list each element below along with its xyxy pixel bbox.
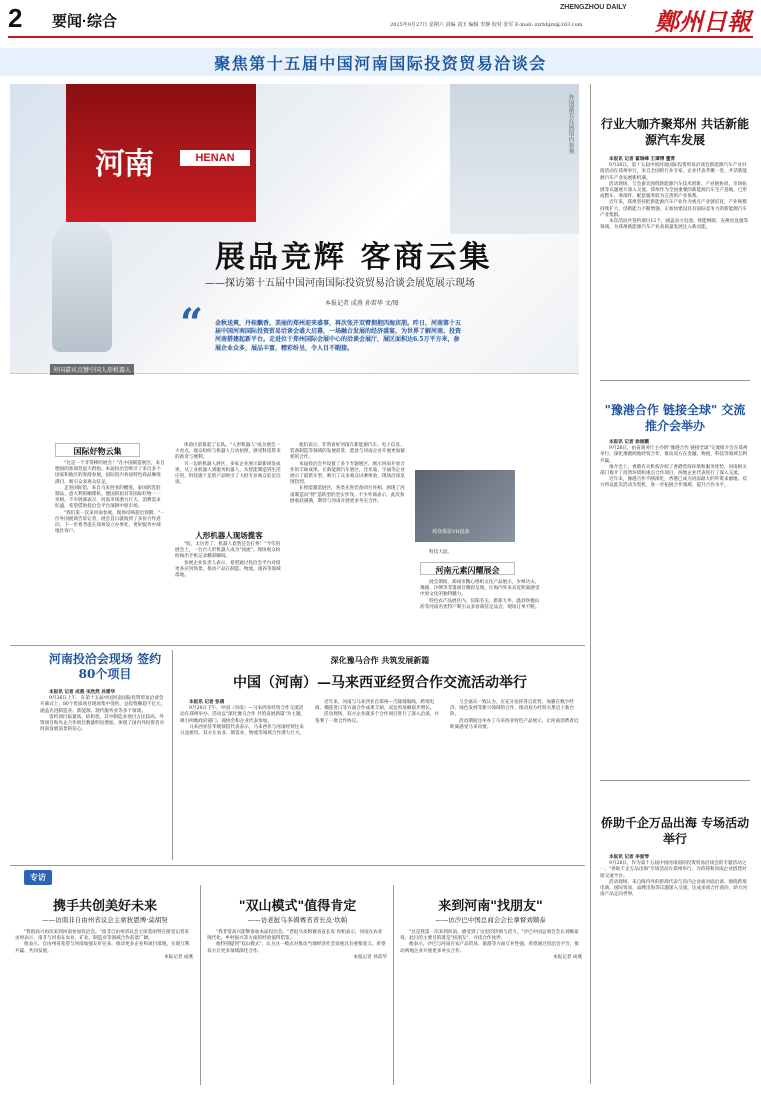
divider	[600, 780, 750, 781]
header-rule	[8, 36, 753, 38]
interview-byline: 本报记者 成燕	[163, 954, 193, 960]
paragraph: 科技大道。	[429, 550, 452, 555]
paragraph: 马来西亚驻华使领馆代表表示，马来西亚与河南经贸往来日益密切，双方在农业、制造业、物流等领域合作潜力巨大。	[180, 724, 305, 737]
paragraph: 活动现场，与会嘉宾围绕新能源汽车技术创新、产业链协同、市场拓展等议题展开深入交流。郑州作为全国重要的新能源汽车生产基地，已形成整车、零部件、配套服务较为完善的产业体系。	[600, 181, 748, 200]
col4-text-2	[420, 580, 540, 611]
byline: 本报讯 记者 翟瑞峰 王谭博 董青	[609, 157, 676, 162]
paragraph: 9月26日，第十五届中国河南国际投资贸易洽谈会新能源汽车产业对接活动在郑州举行，来自全国的行业专家、企业代表齐聚一堂，共话新能源汽车产业发展新机遇。	[600, 163, 748, 181]
paragraph: 他特别提到"双山模式"，认为这一模式对推动当地经济社会发展具有重要意义，希望双方在更多领域深化合作。	[207, 942, 386, 954]
interview-body	[207, 930, 387, 961]
column-divider	[393, 885, 394, 1085]
column-divider	[200, 885, 201, 1085]
topic-banner-title: 聚焦第十五届中国河南国际投资贸易洽谈会	[214, 54, 547, 73]
paragraph: "我们第一次来河南参展，现场反响超出预期。"一位外国展商告诉记者，展会首日就收到了多份合作意向，下一步将考虑在郑州设立办事处，更好服务中部地区客户。	[55, 510, 165, 535]
divider	[600, 380, 750, 381]
paragraph: 近年来，郑州坚持把新能源汽车产业作为重点产业链培育，产业规模持续扩大，创新能力不断增强，正加快建设具有国际竞争力的新能源汽车产业集群。	[600, 200, 748, 218]
hero-title: 展品竞辉 客商云集	[215, 240, 493, 275]
paragraph: "这是一个非常棒的展会！"在中国制造展区，来自德国的客商竖起大拇指。本届投洽会吸引了来自多个国家和地区的客商参展，国际馆内各国特色商品琳琅满目，吸引众多观众驻足。	[55, 461, 165, 485]
paragraph: 9月26日，由省商务厅主办的"豫港合作 链接全球"交流推介会在郑州举行，深化豫港两地经贸合作，推动双方在金融、物流、科技等领域互利共赢。	[600, 446, 748, 464]
byline: 本报讯 记者 成燕 宋欣然 孙雷华	[49, 690, 116, 695]
col3-text	[290, 443, 408, 505]
page-number: 2	[8, 3, 23, 33]
robot-figure	[52, 222, 112, 352]
story2-title: "豫港合作 链接全球" 交流推介会举办	[604, 403, 746, 433]
story1-body	[600, 157, 750, 231]
col1-text	[55, 461, 165, 535]
paragraph: 另一边的机器人展区，多家企业展示最新研发成果，从工业机器人到服务机器人，从智能制造到生活应用，科技感十足的产品吸引了大批专业观众驻足洽谈。	[175, 461, 281, 486]
interview-subtitle: ——访南非自由州省议会主席狄恩博·莫胡努	[42, 916, 168, 924]
malaysia-col3	[450, 700, 580, 731]
paragraph: "我很高兴再次来到河南参加投洽会。"南非自由州省议会主席莫胡努在接受记者采访时表示，南非与河南在农业、矿业、制造业等领域合作前景广阔。	[15, 930, 190, 942]
interview-title: 来到河南"找朋友"	[438, 899, 543, 914]
divider	[10, 865, 585, 866]
right-column-divider	[590, 84, 591, 1084]
paragraph: 在智能制造展区，各类先进装备同台亮相，展现了河南制造向"智"造转型的坚实步伐。不少外商表示，此次参展收获满满，期待与河南开展更多务实合作。	[290, 486, 405, 504]
paragraph: 9月26日，作为第十五届中国河南国际投资贸易洽谈会的专题活动之一，"侨助千企万品出海"专场活动在郑州举行，为侨商和河南企业搭建对接交流平台。	[600, 861, 747, 879]
quote-mark: “	[180, 300, 204, 347]
byline: 本报讯 记者 徐刚鹏	[609, 440, 649, 445]
kicker: 深化豫马合作 共筑发展新篇	[330, 655, 430, 665]
col4-text	[420, 550, 540, 556]
story2-body	[600, 440, 750, 490]
paragraph: 近年来，河南与马来西亚在郑州—吉隆坡航线、跨境电商、榴莲进口等方面合作成果丰硕，双边贸易额稳步增长。	[315, 700, 435, 712]
hero-lead: 金秋送爽，丹桂飘香。美丽的郑州迎来盛事，再次张开双臂拥抱四海宾朋。昨日，河南第十五届中国河南国际投资贸易洽谈会盛大启幕，一场融合发展的经济盛宴，为世界了解河南、投资河南搭建起新平台。走进位于郑州国际会展中心的洽谈会展厅，展区面积达6.5万平方米，参展企业众多，展品丰富，精彩纷呈，令人目不暇接。	[215, 320, 462, 352]
byline: 本报讯 记者 李爱琴	[609, 855, 649, 860]
malaysia-title: 中国（河南）—马来西亚经贸合作交流活动举行	[233, 675, 527, 691]
paragraph: 活动现场，双方企业就多个合作项目进行了深入洽谈，并签署了一批合作协议。	[315, 712, 439, 724]
robot-caption: 外国嘉宾点赞中国人形机器人	[50, 364, 134, 375]
paragraph: 体验区前排起了长队。"人形机器人"成为展会一大亮点，观众纷纷与机器人互动拍照，感受科技带来的新奇与便利。	[175, 443, 281, 461]
byline: 本报讯 记者 张倩	[189, 700, 225, 705]
section-title: 要闻·综合	[52, 13, 117, 30]
paragraph: 本届投洽会共设置了多个专题展区，展示河南开放合作的丰硕成果。在新能源汽车展区，比亚迪、宇通等企业展示了最新车型，吸引了众多观众试乘体验，现场洽谈氛围热烈。	[290, 461, 405, 486]
malaysia-col2	[315, 700, 443, 725]
interview-title: "双山模式"值得肯定	[238, 899, 357, 914]
hero-photo	[10, 84, 579, 374]
paragraph: 参展企业负责人表示，希望通过投洽会平台对接更多应用场景，推动产品在制造、物流、康养等领域落地。	[175, 560, 281, 579]
paragraph: "哇，太厉害了，机器人竟然还会打拳！"今年的展会上，一台台人形机器人成为"顶流"。现场观众纷纷掏出手机记录精彩瞬间。	[175, 542, 281, 560]
interview-body	[15, 930, 193, 961]
paragraph: 9月26日上午，在第十五届中国河南国际投资贸易洽谈会开幕式上，80个优质项目现场集中签约，总投资额超千亿元，涵盖先进制造业、新能源、现代服务业等多个领域。	[40, 696, 166, 714]
vr-photo-caption: 观众体验VR设备	[432, 529, 470, 535]
column-divider	[172, 650, 173, 860]
col2-text-2	[175, 542, 283, 579]
divider	[10, 645, 585, 646]
date-line: 2025年9月27日 星期六 责编 刘玉 编辑 李静 校对 张军 E-mail: zzrbbjzx@163.com	[390, 22, 583, 28]
paragraph: 展会期间，郑州市精心组织文化产品展示，少林功夫、豫剧、汴绣等非遗项目精彩呈现，让海内外来宾近距离感受中原文化的独特魅力。	[420, 580, 540, 598]
paragraph: 他表示，沙巴与河南在农产品贸易、旅游等方面互补性强，希望通过投洽会平台，推动两地企业开展更多务实合作。	[400, 942, 579, 954]
paragraph: 活动期间还举办了马来西亚特色产品展示，让河南消费者近距离感受马来风情。	[450, 718, 579, 730]
pavilion-logo-text: 河南	[95, 148, 153, 181]
hero-byline: 本报记者 成燕 孙雷华 文/图	[325, 300, 399, 307]
pavilion-logo-en: HENAN	[180, 150, 250, 166]
paragraph: 走进国际馆，来自马来西亚的榴莲、泰国的乳胶制品、意大利的咖啡机、德国的厨具等国际好物一一亮相。不少展商表示，河南市场潜力巨大，消费需求旺盛，希望借助投洽会平台深耕中原市场。	[55, 485, 161, 510]
malaysia-col1	[180, 700, 308, 737]
visitors-photo	[450, 84, 579, 234]
side-caption: 外国嘉宾在展馆内参观	[567, 94, 574, 154]
story3-body	[600, 855, 750, 898]
edition-name: ZHENGZHOU DAILY	[560, 4, 627, 11]
interview-tag: 专访	[24, 870, 52, 885]
interview-byline: 本报记者 成燕	[552, 954, 582, 960]
story1-title: 行业大咖齐聚郑州 共话新能源汽车发展	[600, 117, 750, 147]
col2-text	[175, 443, 283, 486]
paragraph: "我非常高兴能够参加本届投洽会。"老挝乌多姆赛省省长皮·坎帕表示，河南在农业现代化、乡村振兴等方面的经验值得借鉴。	[207, 930, 383, 942]
paragraph: 他表示，自由州省希望与河南加强友好往来，推动更多企业和项目落地，实现互利共赢、共同发展。	[15, 942, 190, 954]
interview-subtitle: ——访沙巴中国总商会会长拿督刘顺泰	[435, 916, 546, 924]
interview-subtitle: ——访老挝乌多姆赛省省长皮·坎帕	[247, 916, 348, 924]
paragraph: 近年来，豫港合作不断深化，香港已成为河南最大的外资来源地。双方将以此次活动为契机，进一步拓展合作领域，提升合作水平。	[600, 477, 747, 489]
paragraph: 推介会上，香港有关机构介绍了香港营商环境和服务优势，河南相关部门推介了投资环境和重点合作项目，两地企业代表进行了深入交流。	[600, 464, 747, 477]
signing-title: 河南投洽会现场 签约80个项目	[48, 652, 162, 681]
masthead-logo: 鄭州日報	[655, 7, 751, 36]
story3-title: 侨助千企万品出海 专场活动举行	[600, 816, 750, 846]
intl-goods-title: 国际好物云集	[73, 447, 122, 456]
interview-title: 携手共创美好未来	[52, 899, 157, 914]
paragraph: "这是我第一次来到河南，感受到了这里的热情与活力。"沙巴中国总商会会长刘顺泰说，此行的主要目的就是"找朋友"，寻找合作伙伴。	[400, 930, 579, 942]
interview-body	[400, 930, 582, 961]
paragraph: 本次活动共签约项目12个，涵盖动力电池、智能网联、充换电设施等领域，为郑州新能源汽车产业高质量发展注入新动能。	[600, 219, 749, 231]
paragraph: 他们表示，非常看好河南在新能源汽车、电子信息、装备制造等领域的发展前景，愿意与河南企业开展更加紧密的合作。	[290, 443, 405, 461]
robot-subhead: 人形机器人现场揽客	[195, 531, 263, 540]
henan-elements-title: 河南元素闪耀展会	[435, 566, 500, 575]
signing-body	[40, 690, 168, 733]
paragraph: 与会嘉宾一致认为，应充分发挥各自优势，加强在数字经济、绿色发展等新兴领域的合作，推动双方经贸关系迈上新台阶。	[450, 700, 575, 718]
interview-byline: 本报记者 孙雷华	[353, 954, 387, 960]
paragraph: 9月26日下午，中国（河南）—马来西亚经贸合作交流活动在郑州举办。活动以"深化豫马合作 共筑发展新篇"为主题，吸引两地政府部门、商协会和企业代表参加。	[180, 706, 306, 724]
paragraph: 活动现场，来自海内外的侨商代表与省内企业面对面洽谈，围绕跨境电商、国际贸易、品牌出海等议题深入交流，达成多项合作意向，助力河南产品走向世界。	[600, 879, 748, 898]
paragraph: 特色农产品展区内，信阳毛尖、新郑大枣、温县铁棍山药等河南名优特产吸引众多客商驻足品尝，现场订单不断。	[420, 598, 540, 610]
hero-subtitle: ——探访第十五届中国河南国际投资贸易洽谈会展览展示现场	[205, 278, 475, 289]
paragraph: 签约项目质量高、结构优，其中制造业项目占比较高，外资项目和央企合作项目数量明显增加，体现了国内外投资者对河南发展前景的信心。	[40, 714, 165, 733]
